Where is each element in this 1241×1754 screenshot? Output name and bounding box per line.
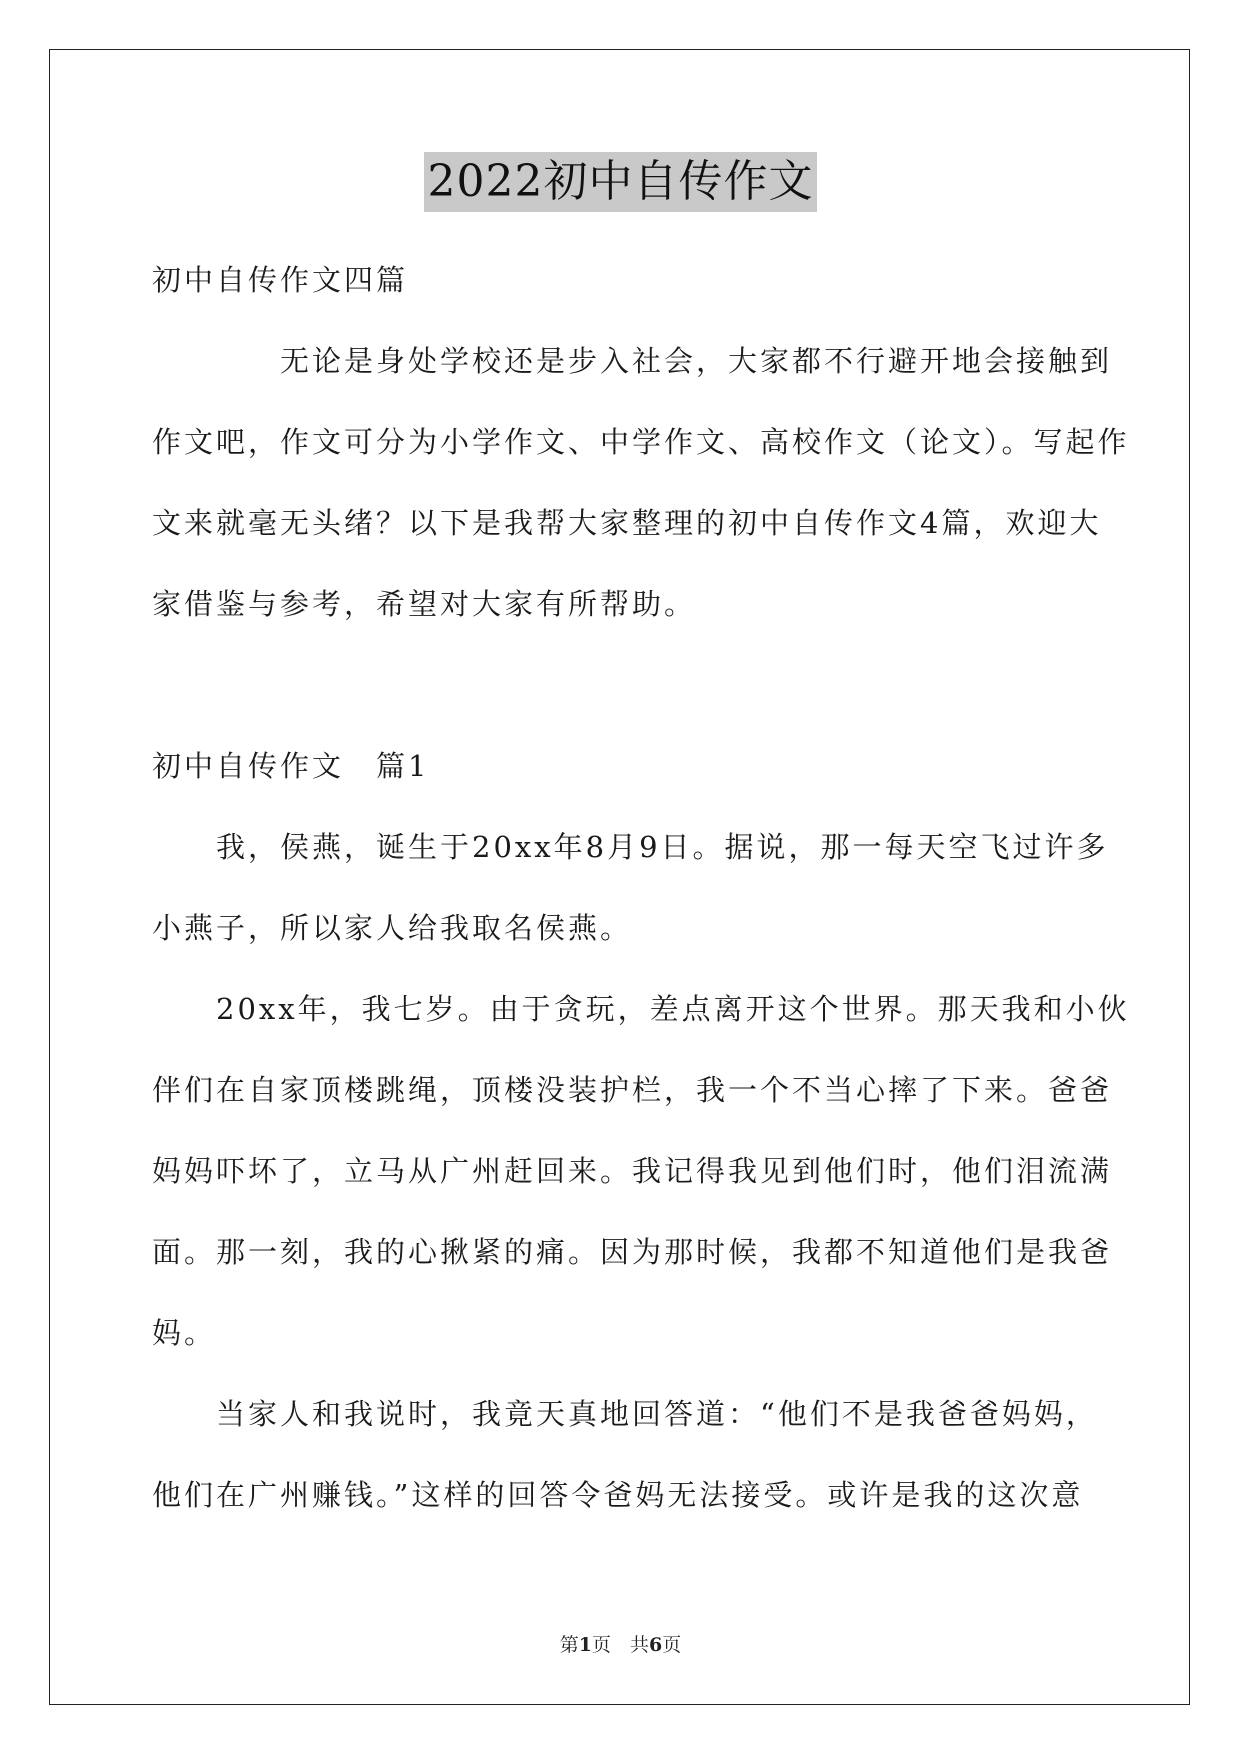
page-mid: 页 共 — [591, 1634, 649, 1656]
body-line: 伴们在自家顶楼跳绳，顶楼没装护栏，我一个不当心摔了下来。爸爸 — [152, 1073, 1113, 1107]
document-subtitle: 初中自传作文四篇 — [152, 263, 409, 297]
body-line: 小燕子，所以家人给我取名侯燕。 — [152, 911, 633, 945]
intro-line: 文来就毫无头绪？以下是我帮大家整理的初中自传作文4篇，欢迎大 — [152, 506, 1102, 540]
document-body — [152, 240, 1130, 1536]
page-prefix: 第 — [559, 1634, 579, 1656]
title-container — [0, 152, 1241, 212]
intro-line: 无论是身处学校还是步入社会，大家都不行避开地会接触到 — [152, 344, 1113, 378]
body-line: 他们在广州赚钱。”这样的回答令爸妈无法接受。或许是我的这次意 — [152, 1478, 1084, 1512]
body-line: 妈。 — [152, 1316, 217, 1350]
paragraph-spacer — [152, 645, 1092, 726]
page-total: 6 — [649, 1634, 663, 1656]
intro-line: 作文吧，作文可分为小学作文、中学作文、高校作文（论文）。写起作 — [152, 425, 1130, 459]
intro-line: 家借鉴与参考，希望对大家有所帮助。 — [152, 587, 697, 621]
body-line: 面。那一刻，我的心揪紧的痛。因为那时候，我都不知道他们是我爸 — [152, 1235, 1113, 1269]
document-title: 2022初中自传作文 — [424, 152, 818, 212]
page-suffix: 页 — [662, 1634, 682, 1656]
page-footer — [0, 1630, 1241, 1657]
section-heading: 初中自传作文 篇1 — [152, 749, 430, 783]
body-line: 20xx年，我七岁。由于贪玩，差点离开这个世界。那天我和小伙 — [152, 992, 1130, 1026]
body-line: 我，侯燕，诞生于20xx年8月9日。据说，那一每天空飞过许多 — [152, 830, 1109, 864]
page-current: 1 — [578, 1634, 592, 1656]
body-line: 当家人和我说时，我竟天真地回答道：“他们不是我爸爸妈妈， — [152, 1397, 1098, 1431]
body-line: 妈妈吓坏了，立马从广州赶回来。我记得我见到他们时，他们泪流满 — [152, 1154, 1113, 1188]
